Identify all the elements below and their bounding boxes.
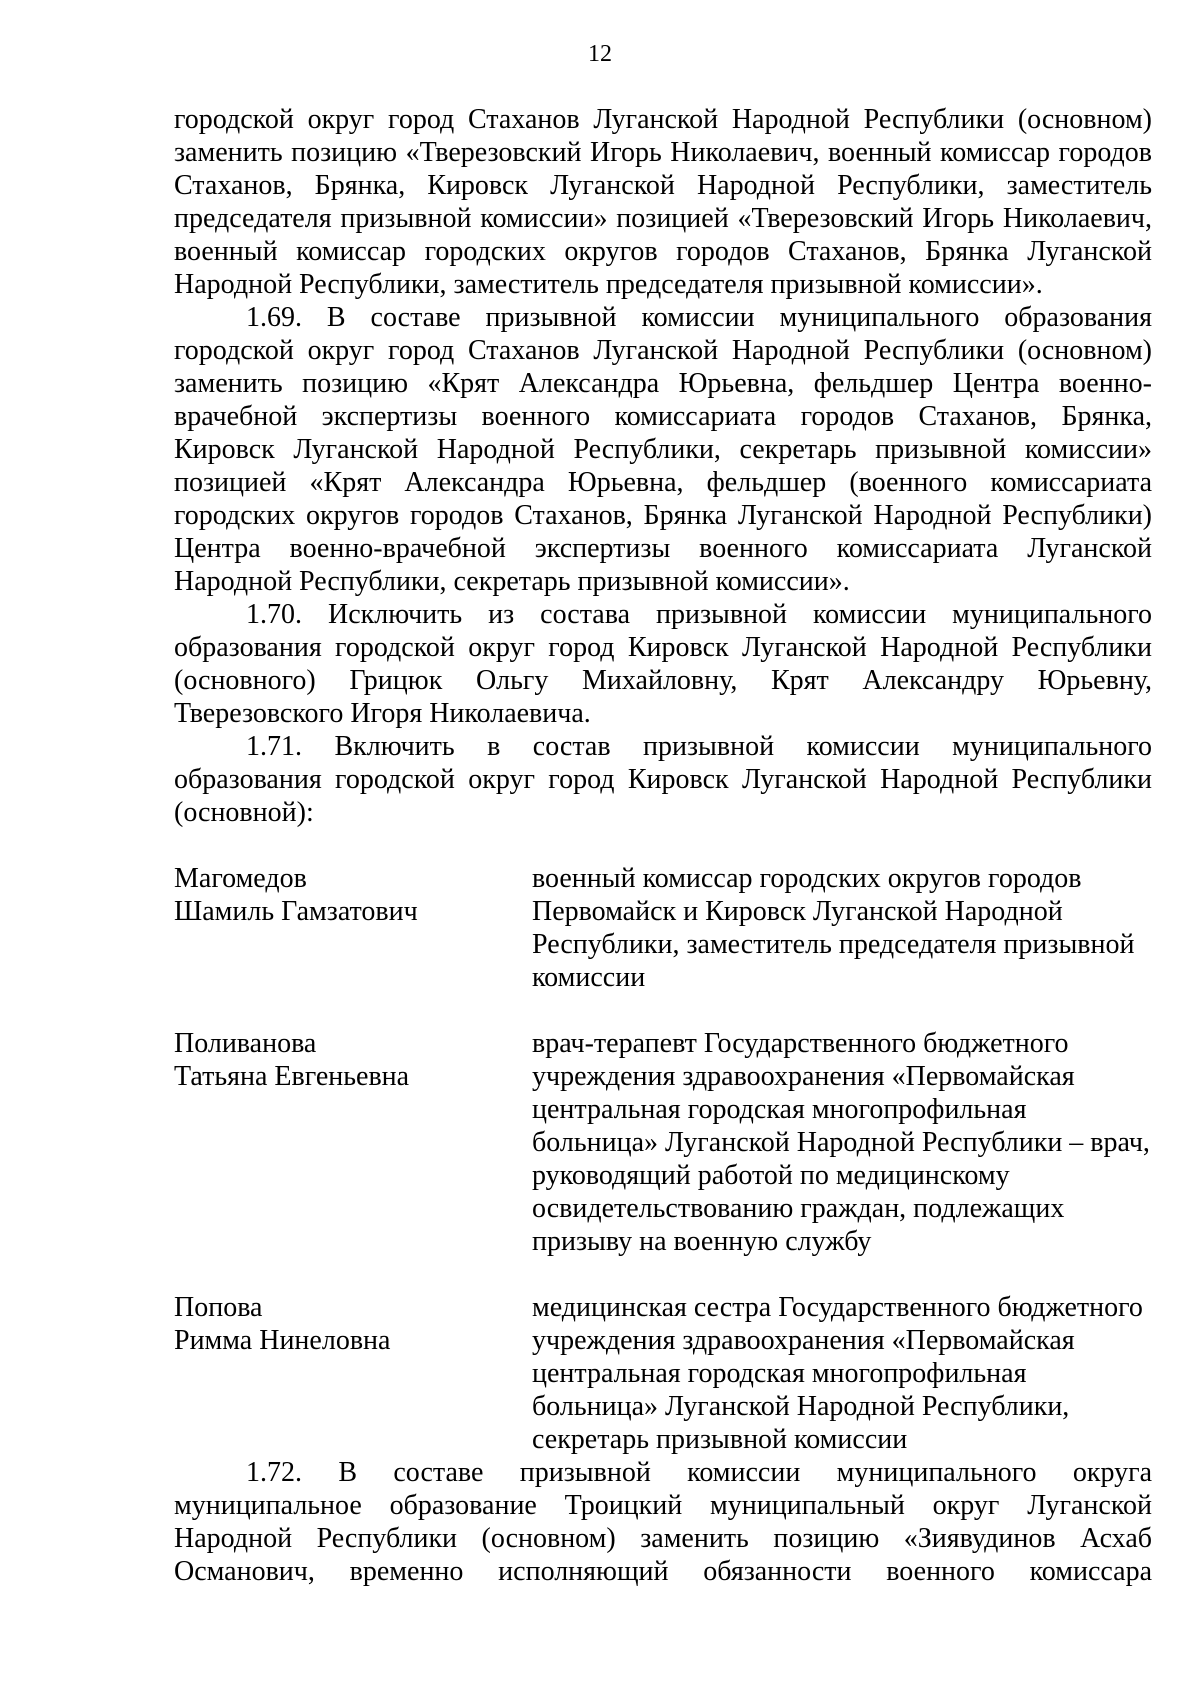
member-surname: Попова <box>174 1292 263 1323</box>
member-entry <box>174 862 1152 994</box>
paragraph-1-70: 1.70. Исключить из состава призывной комиссии муниципального образования городской округ город Кировск Луганской Народной Республики (основного) Грицюк Ольгу Михайловну, Крят Александру Юрьевну, Тверезовского Игоря Николаевича. <box>174 599 1152 729</box>
member-given-names: Шамиль Гамзатович <box>174 896 418 927</box>
member-given-names: Татьяна Евгеньевна <box>174 1061 410 1092</box>
member-surname: Магомедов <box>174 863 307 894</box>
page-number: 12 <box>588 41 612 67</box>
member-entry <box>174 1027 1152 1258</box>
member-name <box>174 862 532 994</box>
member-surname: Поливанова <box>174 1028 317 1059</box>
member-name <box>174 1027 532 1258</box>
member-role: медицинская сестра Государственного бюджетного учреждения здравоохранения «Первомайская центральная городская многопрофильная больница» Луганской Народной Республики, секретарь призывной комиссии <box>532 1292 1143 1455</box>
paragraph-1-69: 1.69. В составе призывной комиссии муниципального образования городской округ город Стаханов Луганской Народной Республики (основном) заменить позицию «Крят Александра Юрьевна, фельдшер Центра военно-врачебной экспертизы военного комиссариата городов Стаханов, Брянка, Кировск Луганской Народной Республики, секретарь призывной комиссии» позицией «Крят Александра Юрьевна, фельдшер (военного комиссариата городских округов городов Стаханов, Брянка Луганской Народной Республики) Центра военно-врачебной экспертизы военного комиссариата Луганской Народной Республики, секретарь призывной комиссии». <box>174 302 1152 597</box>
member-role: врач-терапевт Государственного бюджетного учреждения здравоохранения «Первомайская центральная городская многопрофильная больница» Луганской Народной Республики – врач, руководящий работой по медицинскому освидетельствованию граждан, подлежащих призыву на военную службу <box>532 1028 1150 1257</box>
paragraph-1-71: 1.71. Включить в состав призывной комиссии муниципального образования городской округ город Кировск Луганской Народной Республики (основной): <box>174 731 1152 828</box>
commission-members-list <box>174 862 1152 1456</box>
member-given-names: Римма Нинеловна <box>174 1325 391 1356</box>
document-body <box>174 103 1152 1588</box>
member-name <box>174 1291 532 1456</box>
paragraph-1-72: 1.72. В составе призывной комиссии муниципального округа муниципальное образование Троицкий муниципальный округ Луганской Народной Республики (основном) заменить позицию «Зиявудинов Асхаб Османович, временно исполняющий обязанности военного комиссара <box>174 1457 1152 1587</box>
member-entry <box>174 1291 1152 1456</box>
member-role: военный комиссар городских округов городов Первомайск и Кировск Луганской Народной Республики, заместитель председателя призывной комиссии <box>532 863 1135 993</box>
paragraph-continuation: городской округ город Стаханов Луганской Народной Республики (основном) заменить позицию «Тверезовский Игорь Николаевич, военный комиссар городов Стаханов, Брянка, Кировск Луганской Народной Республики, заместитель председателя призывной комиссии» позицией «Тверезовский Игорь Николаевич, военный комиссар городских округов городов Стаханов, Брянка Луганской Народной Республики, заместитель председателя призывной комиссии». <box>174 104 1152 300</box>
